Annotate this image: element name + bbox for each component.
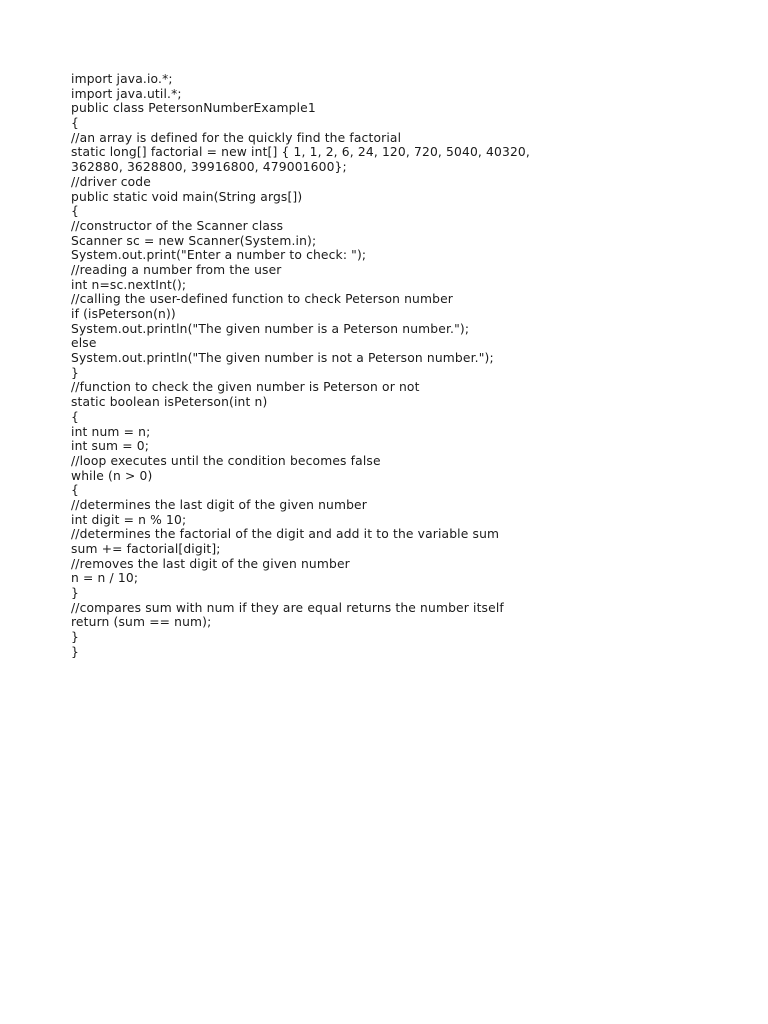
code-line: static long[] factorial = new int[] { 1, 1, 2, 6, 24, 120, 720, 5040, 40320, [71,145,530,160]
code-line: sum += factorial[digit]; [71,542,221,556]
code-line: //compares sum with num if they are equal returns the number itself [71,600,504,615]
code-line: n = n / 10; [71,571,139,586]
code-line: int digit = n % 10; [71,512,187,527]
code-line: System.out.print("Enter a number to check: "); [71,248,367,263]
code-line: //determines the last digit of the given number [71,497,367,512]
code-line: { [71,483,79,498]
code-line: if (isPeterson(n)) [71,307,176,321]
code-line: 362880, 3628800, 39916800, 479001600}; [71,160,347,175]
code-line: return (sum == num); [71,615,212,630]
code-line: //reading a number from the user [71,262,282,277]
code-line: } [71,644,79,659]
code-line: System.out.println("The given number is not a Peterson number."); [71,351,494,366]
code-line: } [71,365,79,380]
code-line: while (n > 0) [71,468,153,483]
code-line: int sum = 0; [71,439,150,454]
code-line: //an array is defined for the quickly find the factorial [71,130,402,145]
code-line: //loop executes until the condition becomes false [71,453,381,468]
code-listing [71,72,731,660]
code-line: import java.util.*; [71,86,182,101]
code-line: //calling the user-defined function to check Peterson number [71,292,454,307]
code-line: //function to check the given number is Peterson or not [71,380,420,395]
code-line: else [71,336,97,351]
code-line: { [71,116,79,131]
code-line: int n=sc.nextInt(); [71,277,187,292]
code-line: import java.io.*; [71,72,173,86]
code-line: { [71,204,79,219]
code-line: //driver code [71,174,151,189]
code-line: int num = n; [71,424,151,439]
code-line: } [71,630,79,645]
code-line: //determines the factorial of the digit and add it to the variable sum [71,527,500,542]
code-line: //constructor of the Scanner class [71,218,284,233]
code-line: { [71,409,79,424]
code-line: } [71,586,79,601]
code-line: //removes the last digit of the given number [71,556,350,571]
code-line: System.out.println("The given number is a Peterson number."); [71,321,470,336]
code-line: static boolean isPeterson(int n) [71,395,268,410]
code-line: public static void main(String args[]) [71,189,303,204]
code-line: public class PetersonNumberExample1 [71,101,316,116]
code-line: Scanner sc = new Scanner(System.in); [71,233,317,248]
